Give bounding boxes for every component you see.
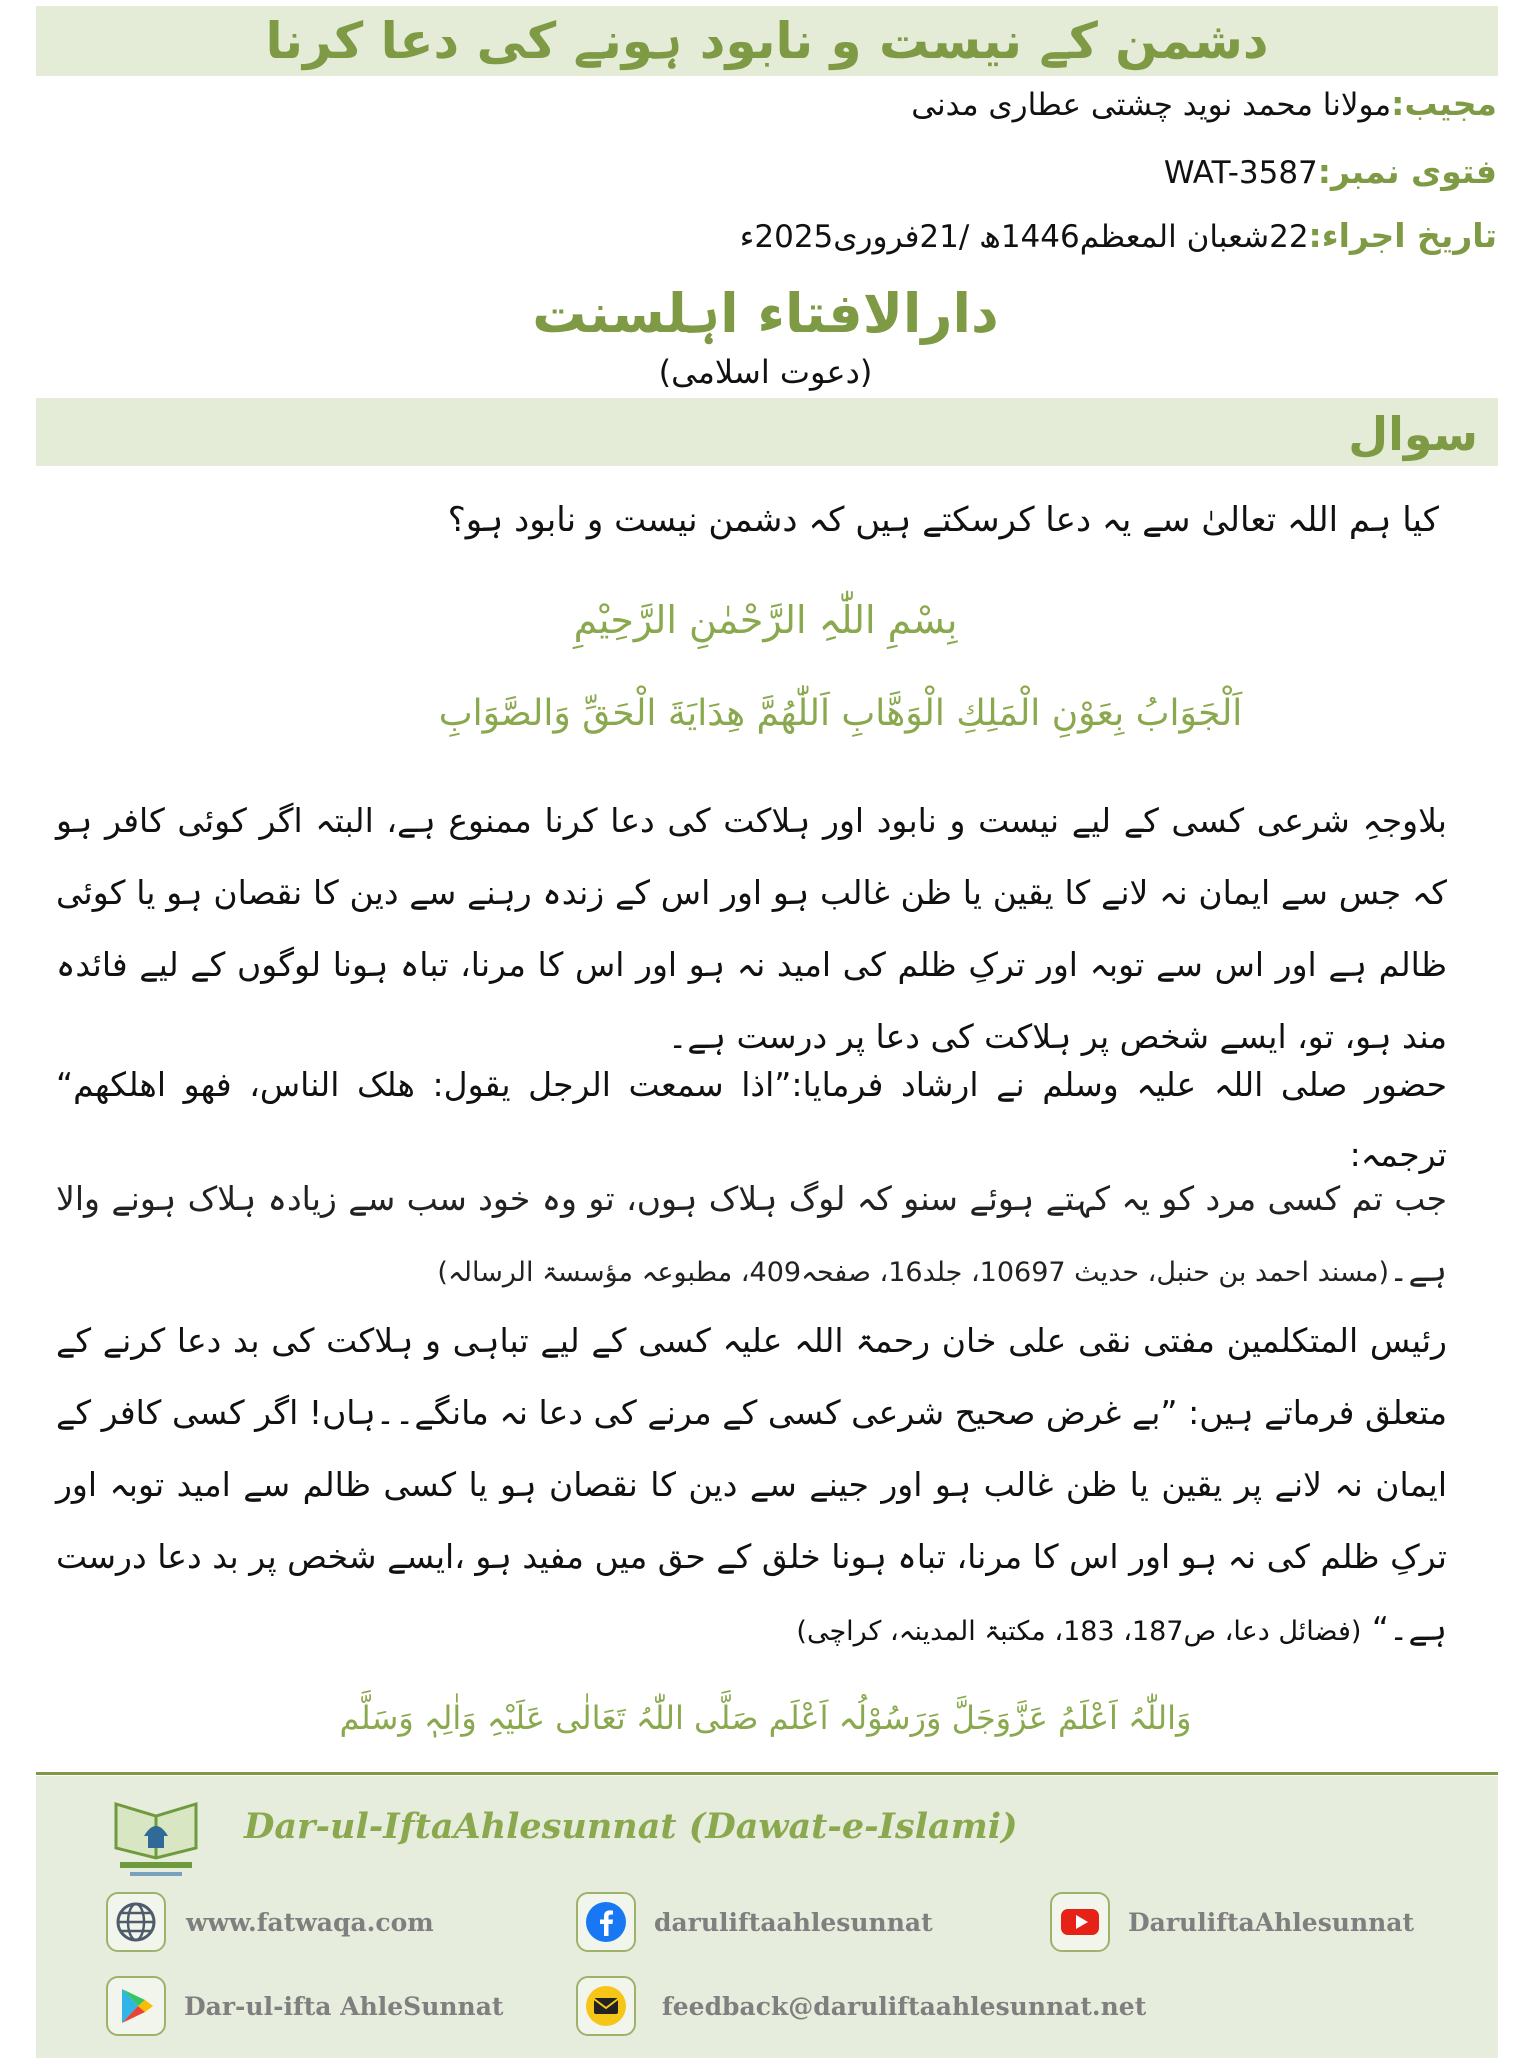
playstore-link[interactable]: Dar-ul-ifta AhleSunnat — [184, 1992, 504, 2021]
facebook-icon — [584, 1900, 628, 1944]
hadith-paragraph: حضور صلی اللہ علیہ وسلم نے ارشاد فرمایا:”اذا سمعت الرجل یقول: ھلک الناس، فھو اھلکھم“ ترجمہ: — [56, 1065, 1447, 1174]
globe-icon — [114, 1900, 158, 1944]
footer-brand: Dar-ul-IftaAhlesunnat (Dawat-e-Islami) — [244, 1806, 1018, 1847]
fatwa-number-label: فتوی نمبر: — [1317, 152, 1497, 191]
question-heading: سوال — [1348, 407, 1478, 461]
mujeeb-label: مجیب: — [1391, 84, 1497, 123]
youtube-link[interactable]: DaruliftaAhlesunnat — [1128, 1908, 1415, 1937]
quote-intro: رئیس المتکلمین مفتی نقی علی خان رحمۃ اللہ علیہ کسی کے لیے تباہی و ہلاکت کی بد دعا کرنے کے متعلق فرماتے ہیں: — [56, 1321, 1447, 1432]
hadith-translation-text: جب تم کسی مرد کو یہ کہتے ہوئے سنو کہ لوگ ہلاک ہوں، تو وہ خود سب سے زیادہ ہلاک ہونے والا ہے۔ — [56, 1179, 1447, 1289]
page-title: دشمن کے نیست و نابود ہونے کی دعا کرنا — [265, 12, 1269, 70]
play-store-icon — [114, 1984, 158, 2028]
answer-paragraph-1: بلاوجہِ شرعی کسی کے لیے نیست و نابود اور ہلاکت کی دعا کرنا ممنوع ہے، البتہ اگر کوئی کافر ہو کہ جس سے ایمان نہ لانے کا یقین یا ظن غالب ہو اور اس کے زندہ رہنے سے دین کا نقصان ہو یا کوئی ظالم ہے اور اس سے توبہ اور ترکِ ظلم کی امید نہ ہو اور اس کا مرنا، تباہ ہونا لوگوں کے لیے فائدہ مند ہو، تو، ایسے شخص پر ہلاکت کی دعا پر درست ہے۔ — [56, 801, 1447, 1056]
quote-reference: (فضائل دعا، ص187، 183، مکتبۃ المدینہ، کراچی) — [796, 1616, 1362, 1647]
email-chip[interactable] — [576, 1976, 636, 2036]
fatwa-number-line — [1164, 150, 1497, 195]
issue-date-line — [740, 214, 1497, 259]
hadith-reference: (مسند احمد بن حنبل، حدیث 10697، جلد16، صفحہ409، مطبوعہ مؤسسۃ الرسالہ) — [437, 1257, 1389, 1288]
dar-ul-ifta-logo — [86, 1786, 226, 1886]
fatwa-number-value: WAT-3587 — [1163, 155, 1318, 191]
bismillah: بِسْمِ اللّٰہِ الرَّحْمٰنِ الرَّحِیْمِ — [573, 598, 958, 642]
youtube-icon — [1058, 1900, 1102, 1944]
question-text: کیا ہم اللہ تعالیٰ سے یہ دعا کرسکتے ہیں کہ دشمن نیست و نابود ہو؟ — [447, 500, 1439, 540]
hadith-translation — [56, 1165, 1447, 1307]
youtube-chip[interactable] — [1050, 1892, 1110, 1952]
email-link[interactable]: feedback@daruliftaahlesunnat.net — [662, 1992, 1147, 2021]
question-band — [36, 398, 1498, 466]
quote-paragraph — [56, 1305, 1447, 1668]
answer-opening: اَلْجَوَابُ بِعَوْنِ الْمَلِكِ الْوَهَّابِ اَللّٰهُمَّ هِدَايَةَ الْحَقِّ وَالصَّوَابِ — [438, 693, 1243, 734]
mujeeb-value: مولانا محمد نوید چشتی عطاری مدنی — [911, 87, 1392, 123]
footer-divider — [36, 1772, 1498, 1775]
issue-date-value: 22شعبان المعظم1446ھ /21فروری2025ء — [739, 219, 1309, 255]
website-chip[interactable] — [106, 1892, 166, 1952]
title-band — [36, 6, 1498, 76]
mujeeb-line — [911, 82, 1497, 127]
playstore-chip[interactable] — [106, 1976, 166, 2036]
quote-text: ”بے غرض صحیح شرعی کسی کے مرنے کی دعا نہ مانگے۔۔ہاں! اگر کسی کافر کے ایمان نہ لانے پر یقین یا ظن غالب ہو اور جینے سے دین کا نقصان ہو یا کسی ظالم سے امید توبہ اور ترکِ ظلم کی نہ ہو اور اس کا مرنا، تباہ ہونا خلق کے حق میں مفید ہو ،ایسے شخص پر بد دعا درست ہے۔“ — [56, 1393, 1447, 1648]
dawat-e-islami-subheading: (دعوت اسلامی) — [658, 353, 873, 391]
feedback-mail-icon — [584, 1984, 628, 2028]
website-link[interactable]: www.fatwaqa.com — [186, 1908, 434, 1937]
dar-ul-ifta-heading: دارالافتاء اہلسنت — [532, 282, 999, 345]
issue-date-label: تاریخ اجراء: — [1308, 216, 1497, 255]
facebook-chip[interactable] — [576, 1892, 636, 1952]
closing-dua: وَاللّٰہُ اَعْلَمُ عَزَّوَجَلَّ وَرَسُوْلُہ اَعْلَم صَلَّی اللّٰہُ تَعَالٰی عَلَیْہِ وَاٰلِہٖ وَسَلَّم — [339, 1699, 1192, 1737]
facebook-link[interactable]: daruliftaahlesunnat — [654, 1908, 933, 1937]
